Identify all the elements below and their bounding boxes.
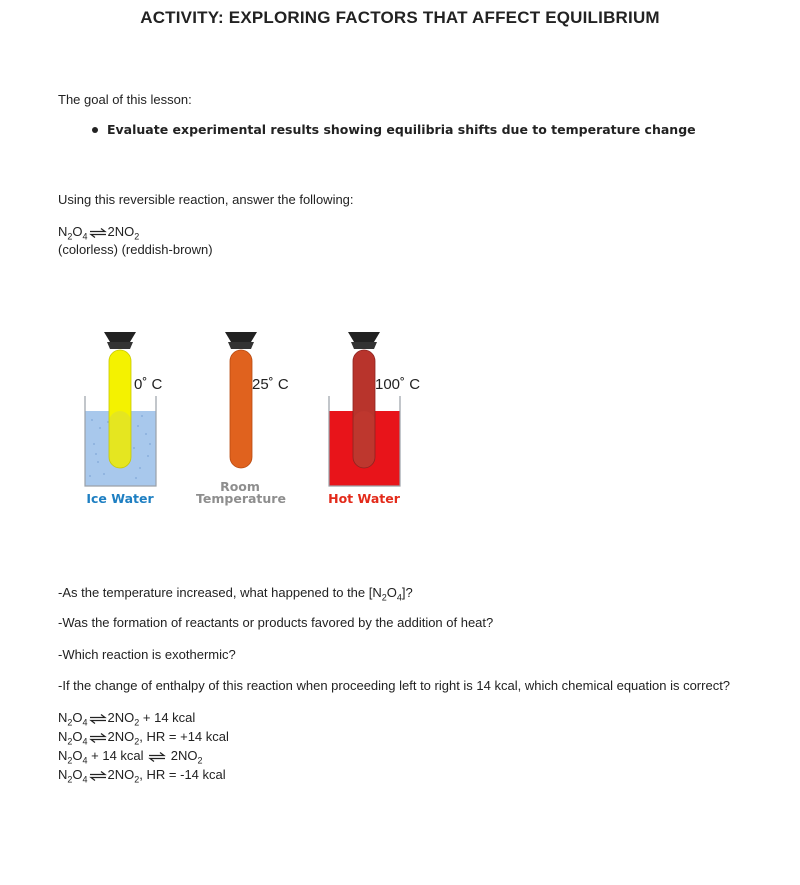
- equilibrium-arrow-icon: [89, 228, 107, 238]
- opt-o: O: [72, 710, 83, 725]
- opt-n: N: [58, 767, 68, 782]
- option-3: [58, 746, 203, 765]
- tube-room: [225, 332, 257, 468]
- stopper-icon: [104, 332, 136, 342]
- opt-n: N: [58, 748, 68, 763]
- opt-suffix: , HR = -14 kcal: [139, 767, 226, 782]
- opt-sub: 2: [134, 736, 140, 747]
- reaction-sub: 4: [82, 231, 88, 242]
- equilibrium-arrow-icon: [89, 733, 107, 743]
- opt-sub: 2: [67, 755, 73, 766]
- goal-list-item: [92, 122, 696, 137]
- q1-sub: 2: [381, 592, 387, 603]
- equilibrium-arrow-icon: [89, 714, 107, 724]
- option-4: [58, 765, 226, 784]
- opt-product: 2NO: [170, 748, 198, 763]
- page-title: ACTIVITY: EXPLORING FACTORS THAT AFFECT EQUILIBRIUM: [140, 8, 660, 27]
- label-hot-water: Hot Water: [328, 491, 400, 506]
- opt-sub: 4: [82, 736, 88, 747]
- label-ice-water: Ice Water: [86, 491, 154, 506]
- opt-sub: 4: [82, 774, 88, 785]
- question-1: [58, 584, 413, 602]
- opt-suffix: , HR = +14 kcal: [139, 729, 229, 744]
- opt-sub: 2: [67, 717, 73, 728]
- opt-product: 2NO: [107, 767, 135, 782]
- question-2: -Was the formation of reactants or products favored by the addition of heat?: [58, 615, 494, 630]
- opt-product: 2NO: [107, 710, 135, 725]
- goal-item-text: Evaluate experimental results showing equilibria shifts due to temperature change: [107, 122, 696, 137]
- opt-sub: 2: [197, 755, 203, 766]
- opt-o: O: [72, 729, 83, 744]
- q1-sub: 4: [396, 592, 402, 603]
- reaction-sub: 2: [134, 231, 140, 242]
- question-4: -If the change of enthalpy of this reaction when proceeding left to right is 14 kcal, which chemical equation is correct?: [58, 678, 731, 693]
- q1-pre: -As the temperature increased, what happened to the [N: [58, 585, 382, 600]
- label-room-line2: Temperature: [196, 491, 286, 506]
- intro-text: Using this reversible reaction, answer the following:: [58, 192, 354, 207]
- stopper-icon: [348, 332, 380, 342]
- opt-o: O: [72, 767, 83, 782]
- opt-n: N: [58, 729, 68, 744]
- tube-hot: [348, 332, 380, 468]
- opt-suffix: + 14 kcal: [139, 710, 196, 725]
- equilibrium-arrow-icon: [89, 771, 107, 781]
- q1-post: ]?: [401, 585, 413, 600]
- opt-sub: 4: [82, 755, 88, 766]
- tube-cold: [104, 332, 136, 468]
- question-3: -Which reaction is exothermic?: [58, 647, 236, 662]
- label-room-line1: Room: [220, 479, 260, 494]
- option-1: [58, 708, 195, 727]
- opt-sub: 2: [134, 774, 140, 785]
- opt-sub: 2: [67, 774, 73, 785]
- reaction-equation: [58, 222, 139, 241]
- reaction-product: 2NO: [107, 224, 135, 239]
- option-2: [58, 727, 229, 746]
- reaction-n: N: [58, 224, 68, 239]
- reaction-colors: (colorless) (reddish-brown): [58, 242, 213, 257]
- equilibrium-arrow-icon: [148, 752, 166, 762]
- opt-o: O: [72, 748, 83, 763]
- reaction-o: O: [72, 224, 83, 239]
- temperature-figure: [78, 328, 438, 514]
- opt-sub: 2: [134, 717, 140, 728]
- opt-n: N: [58, 710, 68, 725]
- q1-mid: O: [386, 585, 397, 600]
- opt-mid: + 14 kcal: [87, 748, 148, 763]
- goal-heading: The goal of this lesson:: [58, 92, 192, 107]
- reaction-sub: 2: [67, 231, 73, 242]
- opt-sub: 2: [67, 736, 73, 747]
- bullet-icon: [92, 127, 98, 133]
- temp-label-hot: 100˚ C: [375, 376, 421, 393]
- temp-label-cold: 0˚ C: [134, 376, 163, 393]
- opt-product: 2NO: [107, 729, 135, 744]
- stopper-icon: [225, 332, 257, 342]
- opt-sub: 4: [82, 717, 88, 728]
- temp-label-room: 25˚ C: [252, 376, 289, 393]
